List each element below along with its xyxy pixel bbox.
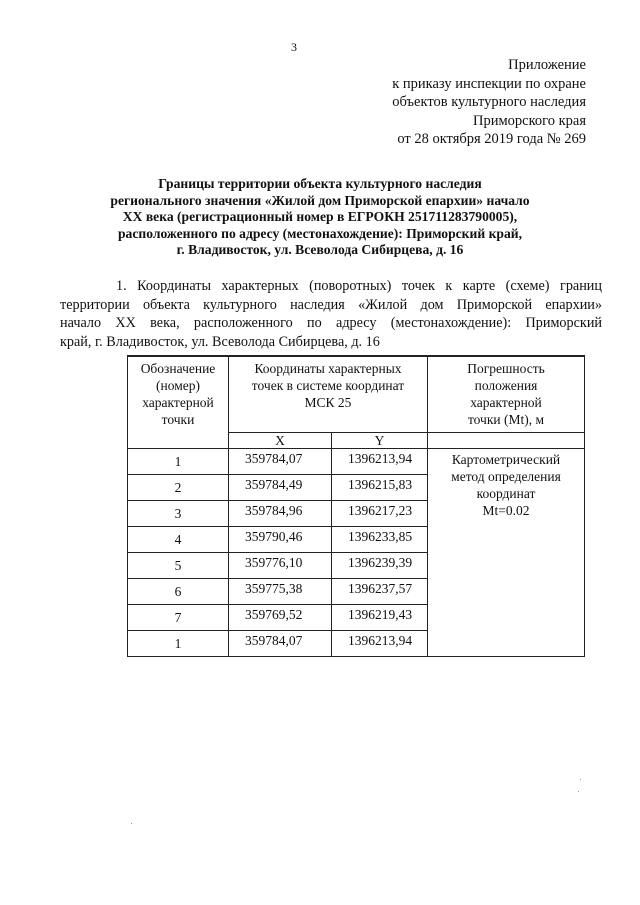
- y-value: 1396237,57: [332, 579, 428, 605]
- point-number: 3: [128, 501, 229, 527]
- paragraph-line: начало XX века, расположенного по адресу (местонахождение): Приморский: [60, 315, 602, 332]
- x-value: 359769,52: [229, 605, 332, 631]
- appendix-line: к приказу инспекции по охране: [392, 75, 586, 92]
- title-line: г. Владивосток, ул. Всеволода Сибирцева, д. 16: [176, 242, 464, 258]
- appendix-line: Приморского края: [472, 112, 586, 129]
- point-number: 6: [128, 579, 229, 605]
- title-line: регионального значения «Жилой дом Приморской епархии» начало: [110, 192, 530, 208]
- appendix-line: объектов культурного наследия: [392, 94, 586, 110]
- x-value: 359776,10: [229, 553, 332, 579]
- header-point: Обозначение (номер) характерной точки: [128, 356, 229, 449]
- y-value: 1396239,39: [332, 553, 428, 579]
- y-value: 1396233,85: [332, 527, 428, 553]
- header-x: X: [229, 433, 332, 449]
- appendix-line: от 28 октября 2019 года № 269: [397, 131, 586, 147]
- header-accuracy-blank: [428, 433, 585, 449]
- header-y: Y: [332, 433, 428, 449]
- y-value: 1396213,94: [332, 631, 428, 657]
- paragraph-line: край, г. Владивосток, ул. Всеволода Сибирцева, д. 16: [60, 333, 380, 350]
- paragraph-line: территории объекта культурного наследия «Жилой дом Приморской епархии»: [60, 296, 602, 313]
- point-number: 2: [128, 475, 229, 501]
- x-value: 359784,49: [229, 475, 332, 501]
- point-number: 7: [128, 605, 229, 631]
- table-row: [128, 449, 585, 475]
- x-value: 359775,38: [229, 579, 332, 605]
- y-value: 1396217,23: [332, 501, 428, 527]
- y-value: 1396215,83: [332, 475, 428, 501]
- x-value: 359784,07: [229, 631, 332, 657]
- document-title: [60, 176, 580, 259]
- header-accuracy: Погрешность положения характерной точки (Mt), м: [428, 356, 585, 433]
- scan-speck: [580, 779, 581, 780]
- x-value: 359784,96: [229, 501, 332, 527]
- paragraph-line: 1. Координаты характерных (поворотных) точек к карте (схеме) границ: [116, 278, 602, 294]
- title-line: XX века (регистрационный номер в ЕГРОКН 251711283790005),: [122, 209, 518, 225]
- title-line: расположенного по адресу (местонахождение): Приморский край,: [118, 225, 522, 241]
- appendix-line: Приложение: [508, 57, 586, 73]
- point-number: 5: [128, 553, 229, 579]
- y-value: 1396213,94: [332, 449, 428, 475]
- body-paragraph: [60, 277, 602, 351]
- point-number: 1: [128, 631, 229, 657]
- coordinates-table: [127, 355, 585, 657]
- y-value: 1396219,43: [332, 605, 428, 631]
- appendix-header: [340, 56, 586, 149]
- accuracy-method: Картометрический метод определения координат Mt=0.02: [428, 449, 585, 657]
- point-number: 4: [128, 527, 229, 553]
- title-line: Границы территории объекта культурного наследия: [158, 176, 482, 191]
- scan-speck: [578, 791, 579, 792]
- x-value: 359784,07: [229, 449, 332, 475]
- scan-speck: [131, 823, 132, 824]
- page-number: 3: [291, 40, 297, 54]
- header-coordinates: Координаты характерных точек в системе координат МСК 25: [229, 356, 428, 433]
- x-value: 359790,46: [229, 527, 332, 553]
- point-number: 1: [128, 449, 229, 475]
